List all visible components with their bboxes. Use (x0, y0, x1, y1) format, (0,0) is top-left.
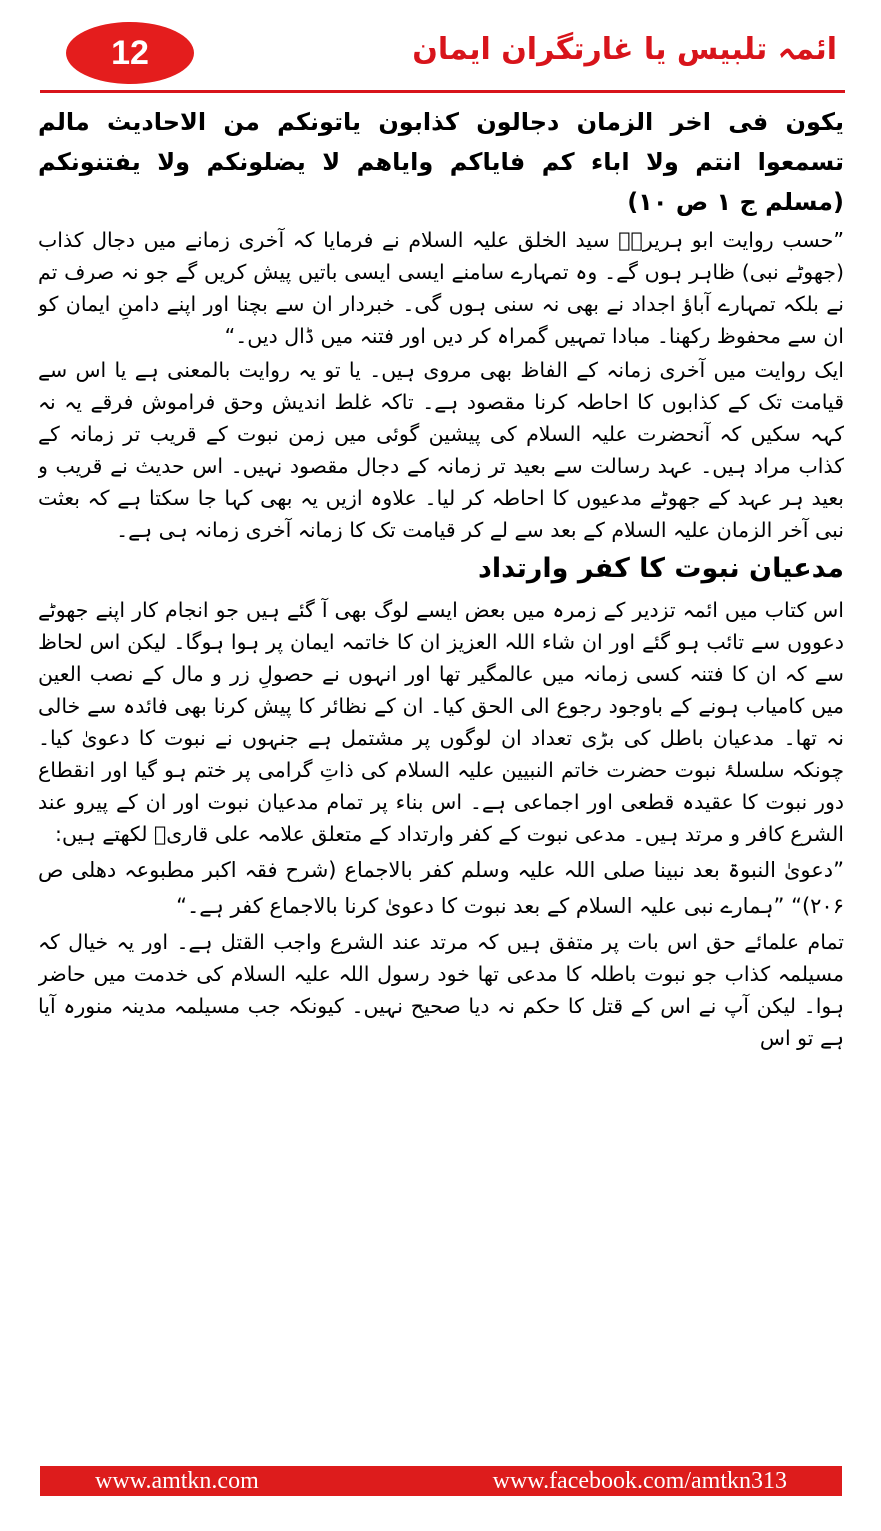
facebook-link[interactable]: www.facebook.com/amtkn313 (492, 1467, 787, 1494)
page-number: 12 (111, 33, 149, 72)
body-paragraph: ایک روایت میں آخری زمانہ کے الفاظ بھی مروی ہیں۔ یا تو یہ روایت بالمعنی ہے یا اس سے قیامت تک کے کذابوں کا احاطہ کرنا مقصود ہے۔ تاکہ غلط اندیش وحق فراموش فرقے یہ نہ کہہ سکیں کہ آنحضرت علیہ السلام کی پیشین گوئی میں زمن نبوت کے قریب تر زمانہ کے کذاب مراد ہیں۔ عہد رسالت سے بعید تر زمانہ کے دجال مقصود نہیں۔ اس حدیث نے قریب و بعید ہر عہد کے جھوٹے مدعیوں کا احاطہ کر لیا۔ علاوہ ازیں یہ بھی کہا جا سکتا ہے کہ بعثت نبی آخر الزمان علیہ السلام کے بعد سے لے کر قیامت تک کا زمانہ آخری زمانہ ہی ہے۔ (38, 358, 844, 542)
body-paragraph: تمام علمائے حق اس بات پر متفق ہیں کہ مرتد عند الشرع واجب القتل ہے۔ اور یہ خیال کہ مسیلمہ کذاب جو نبوت باطلہ کا مدعی تھا خود رسول اللہ علیہ السلام کی خدمت میں حاضر ہوا۔ لیکن آپ نے اس کے قتل کا حکم نہ دیا صحیح نہیں۔ کیونکہ جب مسیلمہ مدینہ منورہ آیا ہے تو اس (38, 930, 844, 1050)
page-header (40, 18, 845, 96)
book-title: ائمہ تلبیس یا غارتگران ایمان (412, 32, 837, 67)
section-heading: مدعیان نبوت کا کفر وارتداد (478, 553, 844, 584)
header-divider (40, 90, 845, 93)
page-footer (40, 1466, 842, 1496)
quote-arabic: ”دعویٰ النبوۃ بعد نبینا صلی اللہ علیہ وسلم کفر بالاجماع (شرح فقہ اکبر مطبوعہ دھلی ص ۲۰۶)“ ”ہمارے نبی علیہ السلام کے بعد نبوت کا دعویٰ کرنا بالاجماع کفر ہے۔“ (38, 858, 844, 918)
body-paragraph: اس کتاب میں ائمہ تزدیر کے زمرہ میں بعض ایسے لوگ بھی آ گئے ہیں جو انجام کار اپنے جھوٹے دعووں سے تائب ہو گئے اور ان شاء اللہ العزیز ان کا خاتمہ ایمان پر ہوا ہوگا۔ لیکن اس لحاظ سے کہ ان کا فتنہ کسی زمانہ میں عالمگیر تھا اور انہوں نے حصولِ زر و مال کے نصب العین میں کامیاب ہونے کے باوجود رجوع الی الحق کیا۔ ان کے نظائر کا پیش کرنا بھی فائدہ سے خالی نہ تھا۔ مدعیان باطل کی بڑی تعداد ان لوگوں پر مشتمل ہے جنہوں نے نبوت کا دعویٰ کیا۔ چونکہ سلسلۂ نبوت حضرت خاتم النبیین علیہ السلام کی ذاتِ گرامی پر ختم ہو گیا اور انقطاع دور نبوت کا عقیدہ قطعی اور اجماعی ہے۔ اس بناء پر تمام مدعیان نبوت اور ان کے پیرو عند الشرع کافر و مرتد ہیں۔ مدعی نبوت کے کفر وارتداد کے متعلق علامہ علی قاریؒ لکھتے ہیں: (38, 598, 844, 846)
website-link[interactable]: www.amtkn.com (95, 1467, 259, 1494)
hadith-translation: ”حسب روایت ابو ہریرہؓ سید الخلق علیہ السلام نے فرمایا کہ آخری زمانے میں دجال کذاب (جھوٹے نبی) ظاہر ہوں گے۔ وہ تمہارے سامنے ایسی ایسی باتیں پیش کریں گے جو نہ صرف تم نے بلکہ تمہارے آباؤ اجداد نے بھی نہ سنی ہوں گی۔ خبردار ان سے بچنا اور اپنے دامنِ ایمان کو ان سے محفوظ رکھنا۔ مبادا تمہیں گمراہ کر دیں اور فتنہ میں ڈال دیں۔“ (38, 228, 844, 348)
page-number-badge (66, 22, 194, 84)
hadith-arabic: یکون فی اخر الزمان دجالون کذابون یاتونکم من الاحادیث مالم تسمعوا انتم ولا اباء کم فایاکم وایاھم لا یضلونکم ولا یفتنونکم (مسلم ج ۱ ص ۱۰) (38, 108, 844, 216)
page-body (38, 102, 844, 1452)
